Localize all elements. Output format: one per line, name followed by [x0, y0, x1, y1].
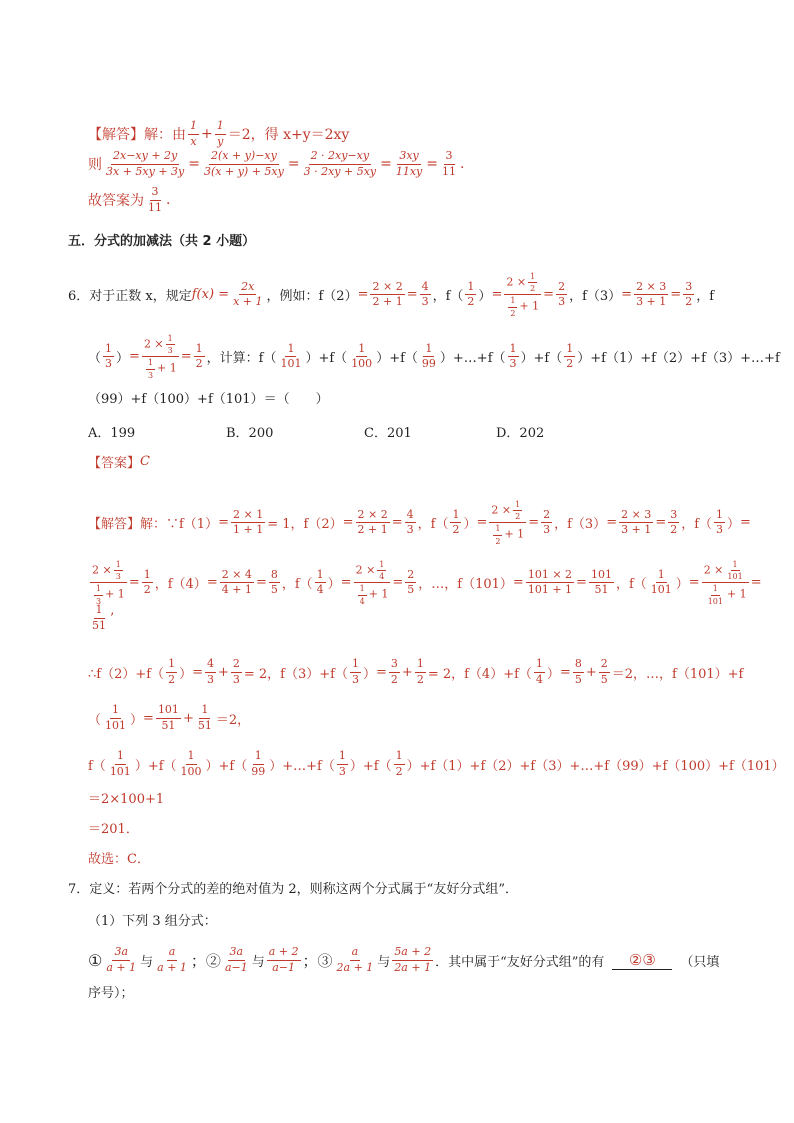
question-6-line-1: 6．对于正数 x，规定 f(x) = $\frac{2x}{x + 1}$ ，例如：f（2） = $\frac{2 \times 2}{2 + 1}$ = $\frac{4}{3}$ ，f（ $\frac{1}{2}$ ） = 2 × $\frac{1}{2}$ $\frac{1}{2}$ + 1 = $\frac{2}{3}$ ，f（3） = $\frac{2 \times 3}{3 + 1}$ = $\frac{3}{2}$ ，f — [68, 272, 714, 318]
question-7-line-2: （1）下列 3 组分式： — [88, 914, 217, 929]
answer-blank[interactable]: ②③ — [612, 951, 672, 970]
fraction: $\frac{1}{3}$ — [509, 341, 517, 371]
choose-line: 故选：C． — [88, 852, 150, 867]
fraction: $\frac{2 \times 3}{3 + 1}$ — [636, 279, 667, 309]
fraction: $\frac{3xy}{11xy}$ — [395, 149, 423, 178]
option-a[interactable]: A．199 — [88, 426, 136, 441]
option-b[interactable]: B．200 — [226, 426, 274, 441]
result-line-2: ＝201． — [88, 822, 139, 837]
question-7-line-1: 7．定义：若两个分式的差的绝对值为 2，则称这两个分式属于“友好分式组”． — [68, 882, 518, 897]
question-6-line-2: （ $\frac{1}{3}$ ） = 2 × $\frac{1}{3}$ $\frac{1}{3}$ + 1 = $\frac{1}{2}$ ，计算：f（ $\frac{1}{101}$ ）+f（ $\frac{1}{100}$ ）+f（ $\frac{1}{99}$ ）+…+f（ $\frac{1}{3}$ ）+f（ $\frac{1}{2}$ ）+f（1）+f（2）+f（3）+…+f — [88, 334, 780, 380]
fraction: $\frac{1}{2}$ — [195, 341, 203, 371]
fraction: $\frac{1}{x}$ — [190, 119, 197, 148]
answer-label: 【答案】 C — [88, 454, 150, 471]
fraction: $\frac{2x}{x + 1}$ — [233, 279, 263, 309]
solution-label: 【解答】解：由 — [88, 127, 186, 144]
fraction: $\frac{1}{y}$ — [216, 119, 224, 148]
therefore-line: ∴f（2）+f（ $\frac{1}{2}$ ） = $\frac{4}{3}$ + $\frac{2}{3}$ = 2，f（3）+f（ $\frac{1}{3}$ ） = $\frac{3}{2}$ + $\frac{1}{2}$ = 2，f（4）+f（ $\frac{1}{4}$ ） = $\frac{8}{5}$ + $\frac{2}{5}$ ＝2，…，f（101）+f — [88, 657, 744, 686]
solution-line-1: 【解答】解：由 $\frac{1}{x}$ + $\frac{1}{y}$ ＝2，得 x+y＝2xy — [88, 119, 350, 148]
nested-fraction: 2 × $\frac{1}{2}$ $\frac{1}{2}$ + 1 — [506, 272, 540, 318]
solution-6-line-2: 2 × $\frac{1}{3}$ $\frac{1}{3}$ + 1 = $\frac{1}{2}$ ，f（4） = $\frac{2 \times 4}{4 + 1}$ = $\frac{8}{5}$ ，f（ $\frac{1}{4}$ ） = 2 × $\frac{1}{4}$ $\frac{1}{4}$ + 1 = $\frac{2}{5}$ ，…，f（101） = $\frac{101 \times 2}{101 + 1}$ = $\frac{101}{51}$ ，f（ $\frac{1}{101}$ ） = 2 × $\frac{1}{101}$ $\frac{1}{101}$ + 1 = — [92, 560, 762, 606]
fraction: $\frac{2(x + y)-xy}{3(x + y) + 5xy}$ — [204, 149, 284, 178]
answer-line: 故答案为 $\frac{3}{11}$ . — [88, 185, 171, 214]
fraction: $\frac{1}{99}$ — [421, 341, 436, 371]
option-c[interactable]: C．201 — [364, 426, 412, 441]
fraction: $\frac{1}{100}$ — [351, 341, 373, 371]
sum-line: f（ $\frac{1}{101}$ ）+f（ $\frac{1}{100}$ ）+f（ $\frac{1}{99}$ ）+…+f（ $\frac{1}{3}$ ）+f（ $\frac{1}{2}$ ）+f（1）+f（2）+f（3）+…+f（99）+f（100）+f（101） — [88, 749, 785, 778]
fraction: $\frac{3}{11}$ — [442, 149, 456, 178]
result-line-1: ＝2×100+1 — [88, 792, 165, 807]
fraction: $\frac{3}{11}$ — [148, 185, 162, 214]
fraction: $\frac{1}{2}$ — [566, 341, 574, 371]
fraction: $\frac{1}{2}$ — [467, 279, 475, 309]
question-6-line-3: （99）+f（100）+f（101）＝（ ） — [88, 392, 329, 407]
therefore-line-2: （ $\frac{1}{101}$ ） = $\frac{101}{51}$ + $\frac{1}{51}$ ＝2， — [88, 703, 251, 732]
solution-6-line-1: 【解答】解：∵f（1） = $\frac{2 \times 1}{1 + 1}$ = 1，f（2） = $\frac{2 \times 2}{2 + 1}$ = $\frac{4}{3}$ ，f（ $\frac{1}{2}$ ） = 2 × $\frac{1}{2}$ $\frac{1}{2}$ + 1 = $\frac{2}{3}$ ，f（3） = $\frac{2 \times 3}{3 + 1}$ = $\frac{3}{2}$ ，f（ $\frac{1}{3}$ ） = — [88, 500, 751, 546]
fraction: $\frac{2 \times 2}{2 + 1}$ — [372, 279, 403, 309]
question-7-line-3: ① $\frac{3a}{a + 1}$ 与 $\frac{a}{a + 1}$ ；② $\frac{3a}{a-1}$ 与 $\frac{a + 2}{a-1}$ ；③ $\frac{a}{2a + 1}$ 与 $\frac{5a + 2}{2a + 1}$ ．其中属于“友好分式组”的有 ②③ （只填 — [88, 945, 720, 974]
fraction: $\frac{4}{3}$ — [421, 279, 429, 309]
nested-fraction: 2 × $\frac{1}{3}$ $\frac{1}{3}$ + 1 — [143, 334, 177, 380]
fraction: $\frac{2}{3}$ — [558, 279, 566, 309]
option-d[interactable]: D．202 — [496, 426, 545, 441]
section-title: 五．分式的加减法（共 2 小题） — [68, 234, 256, 249]
solution-line-2: 则 $\frac{2x-xy + 2y}{3x + 5xy + 3y}$ = $\frac{2(x + y)-xy}{3(x + y) + 5xy}$ = $\frac{2 \cdot 2xy-xy}{3 \cdot 2xy + 5xy}$ = $\frac{3xy}{11xy}$ = $\frac{3}{11}$ . — [88, 149, 465, 178]
question-7-line-4: 序号）； — [88, 986, 134, 1001]
fraction: $\frac{1}{101}$ — [280, 341, 302, 371]
fraction: $\frac{1}{3}$ — [105, 341, 113, 371]
fraction: $\frac{2x-xy + 2y}{3x + 5xy + 3y}$ — [106, 149, 185, 178]
solution-6-line-3: $\frac{1}{51}$ ’ — [92, 603, 115, 632]
fraction: $\frac{3}{2}$ — [685, 279, 693, 309]
fraction: $\frac{2 \cdot 2xy-xy}{3 \cdot 2xy + 5xy}$ — [303, 149, 377, 178]
